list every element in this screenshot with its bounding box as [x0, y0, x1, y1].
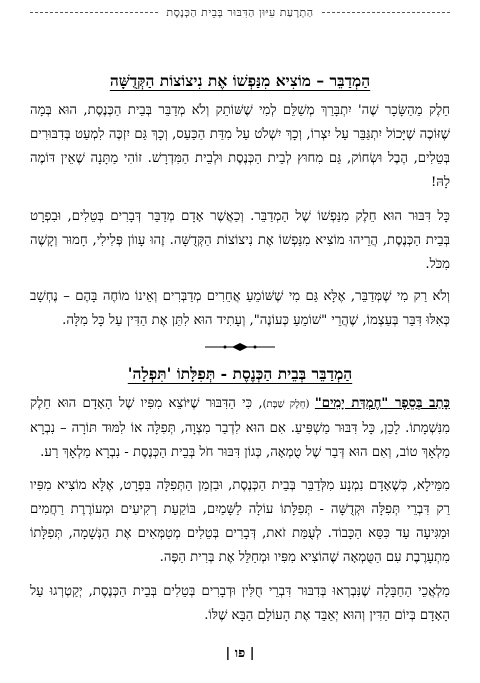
running-header [30, 6, 450, 19]
header-rule-left [30, 12, 158, 13]
running-title: הַתְרָעַת עִיּוּן הַדִּבּוּר בְּבֵית הַכְּנֶסֶת [166, 6, 314, 19]
book-title: "חֶמְדַּת יָמִים" [314, 396, 389, 411]
paragraph: כָּל דִּבּוּר הוּא חֵלֶק מִנַּפְשׁוֹ שֶׁל הַמְדַבֵּר. וְכַאֲשֶׁר אָדָם מְדַבֵּר דְּבָרִים בְּטֵלִים, וּבִפְרָט בְּבֵית הַכְּנֶסֶת, הֲרֵיהוּ מוֹצִיא מִנַּפְשׁוֹ אֶת נִיצוֹצוֹת הַקְּדֻשָּׁה. זֶהוּ עָווֹן פְּלִילִי, חָמוּר וְקָשֶׁה מִכֹּל. [30, 209, 450, 272]
paragraph [30, 392, 450, 465]
ornament-divider-icon [205, 342, 275, 352]
paragraph-lead: כָּתַב בְּסֵפֶר [388, 396, 450, 411]
section-title: הַמְדַבֵּר – מוֹצִיא מִנַּפְשׁוֹ אֶת נִיצוֹצוֹת הַקְּדֻשָּׁה [109, 71, 371, 90]
header-rule-right [322, 12, 450, 13]
paragraph: חֵלֶק מֵהַשָּׂכָר שֶׁה' יִתְבָּרַךְ מְשַׁלֵּם לְמִי שֶׁשּׁוֹתֵק וְלֹא מְדַבֵּר בְּבֵית הַכְּנֶסֶת, הוּא בְּמָה שֶׁזּוֹכֶה שֶׁיָּכוֹל יִתְגַּבֵּר עַל יִצְרוֹ, וְכָךְ יִשְׁלֹט עַל מִדַּת הַכַּעַס, וְכָךְ גַּם יִזְכֶּה לִמְעַט בְּדִבּוּרִים בְּטֵלִים, הֶבֶל וּשְׂחוֹק, גַּם מִחוּץ לְבֵית הַכְּנֶסֶת וּלְבֵית הַמִּדְרָשׁ. זוֹהִי מַתָּנָה שֶׁאֵין דּוֹמֶה לָהּ! [30, 103, 450, 190]
paragraph: מִמֵּילָא, כְּשֶׁאָדָם נִמְנָע מִלְּדַבֵּר בְּבֵית הַכְּנֶסֶת, וּבִזְמַן הַתְּפִלָּה בִּפְרָט, אֶלָּא מוֹצִיא מִפִּיו רַק דִּבְרֵי תְּפִלָּה וּקְדֻשָּׁה - תְּפִלָּתוֹ עוֹלָה לַשָּׁמַיִם, בּוֹקַעַת רְקִיעִים וּמְעוֹרֶרֶת רַחֲמִים וּמַגִּיעָה עַד כִּסֵּא הַכָּבוֹד. לְעֻמַּת זֹאת, דְּבָרִים בְּטֵלִים מְטַמְּאִים אֶת הַנְּשָׁמָה, תְּפִלָּתוֹ מִתְעָרֶבֶת עִם הַטֻּמְאָה שֶׁהוֹצִיא מִפִּיו וּמְחַלֵּל אֶת בְּרִית הַפֶּה. [30, 478, 450, 565]
source-reference: (חֵלֶק שַׁבָּת) [262, 399, 315, 410]
page-number: | פו | [225, 646, 255, 661]
section-title: הַמְדַבֵּר בְּבֵית הַכְּנֶסֶת - תְּפִלָּתוֹ 'תִּפְלָה' [127, 364, 353, 383]
paragraph: וְלֹא רַק מִי שֶׁמְּדַבֵּר, אֶלָּא גַּם מִי שֶׁשּׁוֹמֵעַ אֲחֵרִים מְדַבְּרִים וְאֵינוֹ מוֹחֶה בָּהֶם – נֶחְשָׁב כְּאִלּוּ דִּבֵּר בְּעַצְמוֹ, שֶׁהֲרֵי "שׁוֹמֵעַ כְּעוֹנֶה", וְעָתִיד הוּא לִתֵּן אֶת הַדִּין עַל כָּל מִלָּה. [30, 289, 450, 328]
paragraph-text: , כִּי הַדִּבּוּר שֶׁיּוֹצֵא מִפִּיו שֶׁל הָאָדָם הוּא חֵלֶק מִנִּשְׁמָתוֹ. לָכֵן, כָּל דִּבּוּר מַשְׁפִּיעַ. אִם הוּא לִדְבַר מִצְוָה, תְּפִלָּה אוֹ לִמּוּד תּוֹרָה – נִבְרָא מַלְאָךְ טוֹב, וְאִם הוּא דְּבַר שֶׁל טֻמְאָה, כְּגוֹן דִּבּוּר חֹל בְּבֵית הַכְּנֶסֶת - נִבְרָא מַלְאָךְ רַע. [30, 396, 450, 460]
paragraph: מַלְאֲכֵי הַחַבָּלָה שֶׁנִּבְרְאוּ בְּדִבּוּר דִּבְרֵי חֻלִּין וּדְבָרִים בְּטֵלִים בְּבֵית הַכְּנֶסֶת, יְקַטְרְגוּ עַל הָאָדָם בְּיוֹם הַדִּין וְהוּא יְאַבֵּד אֶת הָעוֹלָם הַבָּא שֶׁלּוֹ. [30, 584, 450, 623]
